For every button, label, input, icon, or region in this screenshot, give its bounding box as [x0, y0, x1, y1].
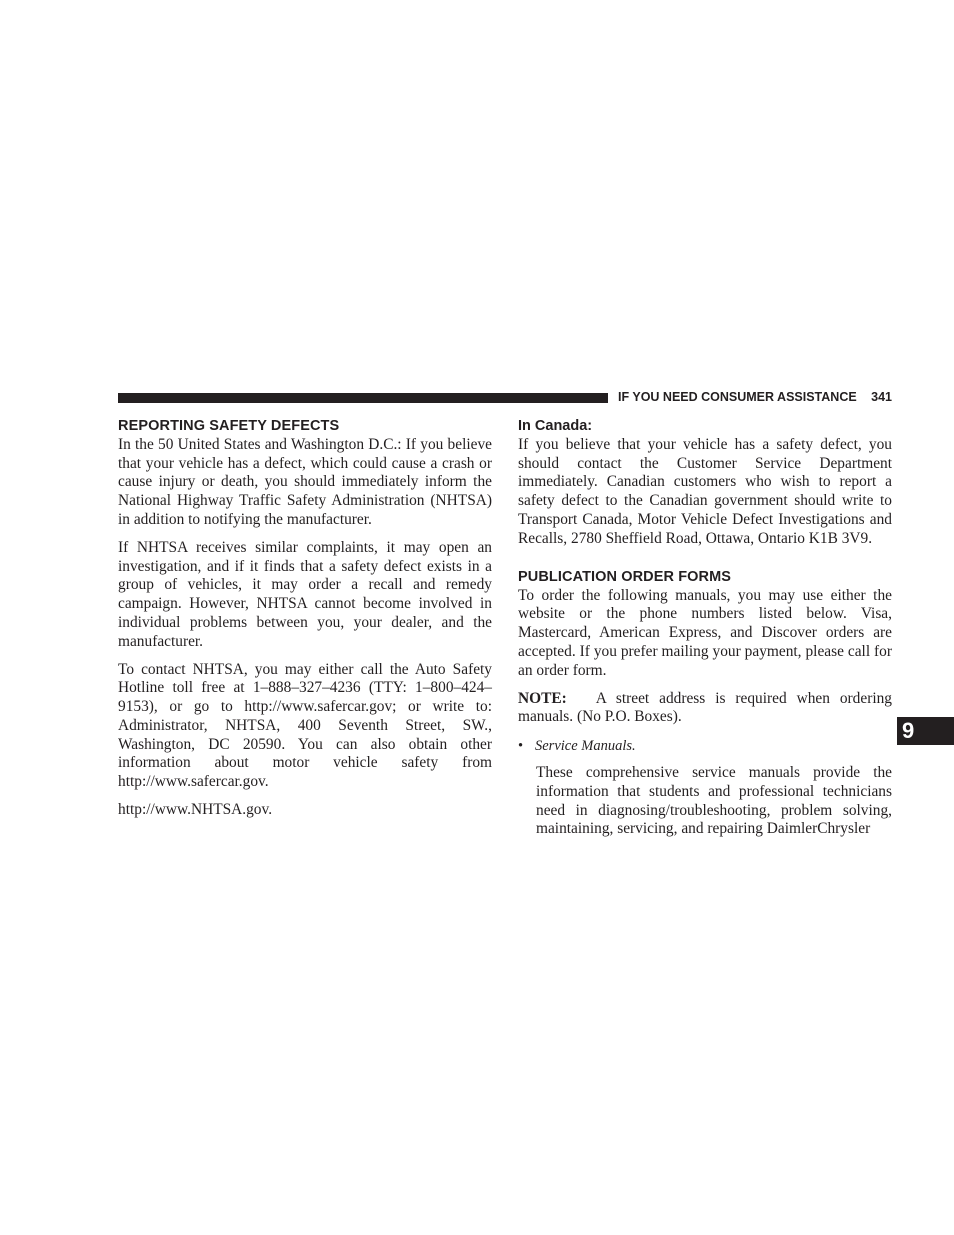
in-canada-heading: In Canada: [518, 418, 593, 434]
publication-order-forms-heading: PUBLICATION ORDER FORMS [518, 568, 732, 585]
left-column [118, 417, 492, 829]
running-header [618, 390, 892, 404]
header-rule [118, 393, 608, 403]
paragraph-publication: To order the following manuals, you may use either the website or the phone numbers listed below. Visa, Mastercard, American Express, and Discover orders are accepted. If you prefer mailing your payment, please call for an order form. [518, 586, 892, 679]
bullet-icon: • [518, 737, 524, 754]
paragraph-contact: To contact NHTSA, you may either call the Auto Safety Hotline toll free at 1–888–327–4236 (TTY: 1–800–424–9153), or go to http://www.safercar.gov; or write to: Administrator, NHTSA, 400 Seventh Street, SW., Washington, DC 20590. You can also obtain other information about motor vehicle safety from http://www.safercar.gov. [118, 660, 492, 790]
note-paragraph [518, 690, 892, 727]
nhtsa-url: http://www.NHTSA.gov. [118, 801, 273, 819]
paragraph-canada: If you believe that your vehicle has a safety defect, you should contact the Customer Service Department immediately. Canadian customers who wish to report a safety defect to the Canadian government should write to Transport Canada, Motor Vehicle Defect Investigations and Recalls, 2780 Sheffield Road, Ottawa, Ontario K1B 3V9. [518, 436, 892, 547]
section-title: IF YOU NEED CONSUMER ASSISTANCE [618, 390, 857, 404]
bullet-label: Service Manuals. [535, 737, 636, 754]
reporting-safety-defects-heading: REPORTING SAFETY DEFECTS [118, 418, 340, 434]
right-column [518, 417, 892, 849]
paragraph-intro: In the 50 United States and Washington D.C.: If you believe that your vehicle has a defect, which could cause a crash or cause injury or death, you should immediately inform the National Highway Traffic Safety Administration (NHTSA) in addition to notifying the manufacturer. [118, 436, 492, 528]
list-item [518, 737, 892, 756]
chapter-number: 9 [902, 718, 915, 743]
service-manuals-description: These comprehensive service manuals provide the information that students and professional technicians need in diagnosing/troubleshooting, problem solving, maintaining, servicing, and repairing DaimlerChrysler [536, 764, 892, 838]
chapter-tab [897, 717, 954, 745]
paragraph-investigation: If NHTSA receives similar complaints, it may open an investigation, and if it finds that a safety defect exists in a group of vehicles, it may order a recall and remedy campaign. However, NHTSA cannot become involved in individual problems between you, your dealer, and the manufacturer. [118, 539, 492, 650]
note-label: NOTE: [518, 689, 567, 707]
page-number: 341 [871, 390, 892, 404]
note-text: A street address is required when ordering manuals. (No P.O. Boxes). [518, 689, 892, 726]
